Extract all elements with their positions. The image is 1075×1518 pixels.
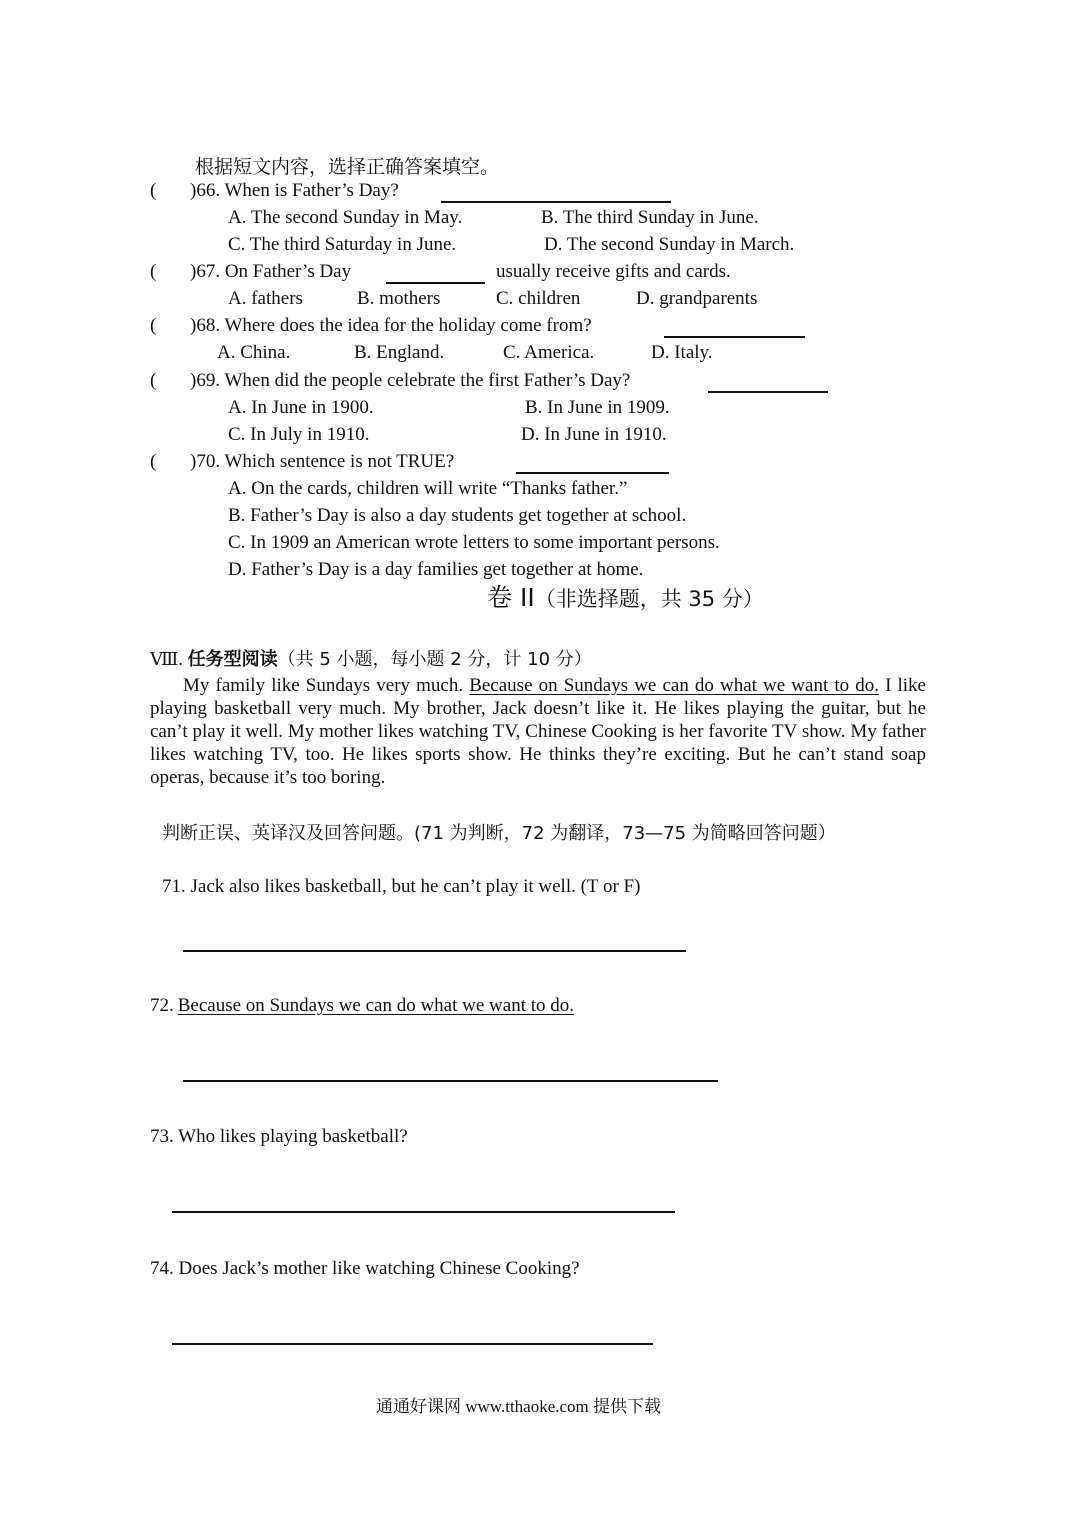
passage-start: My family like Sundays very much. (183, 675, 470, 696)
answer-line-73[interactable] (172, 1211, 675, 1213)
option-66-a: A. The second Sunday in May. (228, 207, 463, 228)
option-70-a: A. On the cards, children will write “Thanks father.” (228, 478, 628, 499)
option-70-d: D. Father’s Day is a day families get together at home. (228, 559, 644, 580)
passage-rest: I like playing basketball very much. My brother, Jack doesn’t like it. He likes playing the guitar, but he can’t play it well. My mother likes watching TV, Chinese Cooking is her favorite TV show. My father likes watching TV, too. He likes sports show. He thinks they’re exciting. But he can’t stand soap operas, because it’s too boring. (150, 675, 926, 788)
answer-blank[interactable] (708, 391, 828, 393)
question-68: )68. Where does the idea for the holiday come from? (190, 315, 592, 336)
option-69-d: D. In June in 1910. (521, 424, 667, 445)
section-2-title: 卷 II (487, 583, 535, 612)
question-72 (150, 995, 574, 1017)
option-67-c: C. children (496, 288, 581, 309)
answer-blank[interactable] (386, 282, 485, 284)
question-74: 74. Does Jack’s mother like watching Chinese Cooking? (150, 1258, 580, 1279)
question-73: 73. Who likes playing basketball? (150, 1126, 408, 1147)
question-66: )66. When is Father’s Day? (190, 180, 399, 201)
section-8-note: （共 5 小题，每小题 2 分，计 10 分） (277, 649, 592, 670)
section-8-title: 任务型阅读 (187, 649, 278, 670)
option-67-d: D. grandparents (636, 288, 758, 309)
option-69-a: A. In June in 1900. (228, 397, 374, 418)
answer-line-72[interactable] (183, 1080, 718, 1082)
footer-text: 通通好课网 www.tthaoke.com 提供下载 (376, 1397, 662, 1416)
reading-passage (150, 674, 926, 789)
option-66-b: B. The third Sunday in June. (541, 207, 759, 228)
option-69-c: C. In July in 1910. (228, 424, 370, 445)
question-72-number: 72. (150, 995, 174, 1016)
section-2-note: （非选择题，共 35 分） (534, 587, 764, 611)
answer-line-74[interactable] (172, 1343, 653, 1345)
option-70-c: C. In 1909 an American wrote letters to some important persons. (228, 532, 720, 553)
option-68-a: A. China. (217, 342, 291, 363)
option-68-c: C. America. (503, 342, 595, 363)
answer-paren: ( (150, 315, 157, 336)
question-71: 71. Jack also likes basketball, but he can’t play it well. (T or F) (162, 876, 641, 897)
option-68-d: D. Italy. (651, 342, 713, 363)
section-8-numeral: Ⅷ. (150, 649, 183, 669)
option-67-a: A. fathers (228, 288, 303, 309)
option-66-c: C. The third Saturday in June. (228, 234, 457, 255)
option-68-b: B. England. (354, 342, 445, 363)
instruction-text: 根据短文内容，选择正确答案填空。 (195, 156, 500, 178)
answer-paren: ( (150, 451, 157, 472)
question-70: )70. Which sentence is not TRUE? (190, 451, 455, 472)
option-67-b: B. mothers (357, 288, 441, 309)
answer-paren: ( (150, 370, 157, 391)
answer-blank[interactable] (516, 472, 669, 474)
answer-blank[interactable] (441, 201, 671, 203)
answer-paren: ( (150, 261, 157, 282)
section-8-heading (150, 645, 592, 671)
question-69: )69. When did the people celebrate the first Father’s Day? (190, 370, 631, 391)
option-66-d: D. The second Sunday in March. (544, 234, 795, 255)
answer-line-71[interactable] (183, 950, 686, 952)
answer-paren: ( (150, 180, 157, 201)
task-instruction: 判断正误、英译汉及回答问题。(71 为判断，72 为翻译，73—75 为简略回答问题） (162, 823, 836, 844)
question-67-part1: )67. On Father’s Day (190, 261, 352, 282)
question-67-part2: usually receive gifts and cards. (496, 261, 731, 282)
option-69-b: B. In June in 1909. (525, 397, 670, 418)
option-70-b: B. Father’s Day is also a day students get together at school. (228, 505, 687, 526)
passage-underlined-sentence: Because on Sundays we can do what we want to do. (469, 675, 879, 696)
section-2-heading (487, 578, 764, 614)
answer-blank[interactable] (664, 336, 805, 338)
question-72-text: Because on Sundays we can do what we want to do. (177, 995, 575, 1016)
